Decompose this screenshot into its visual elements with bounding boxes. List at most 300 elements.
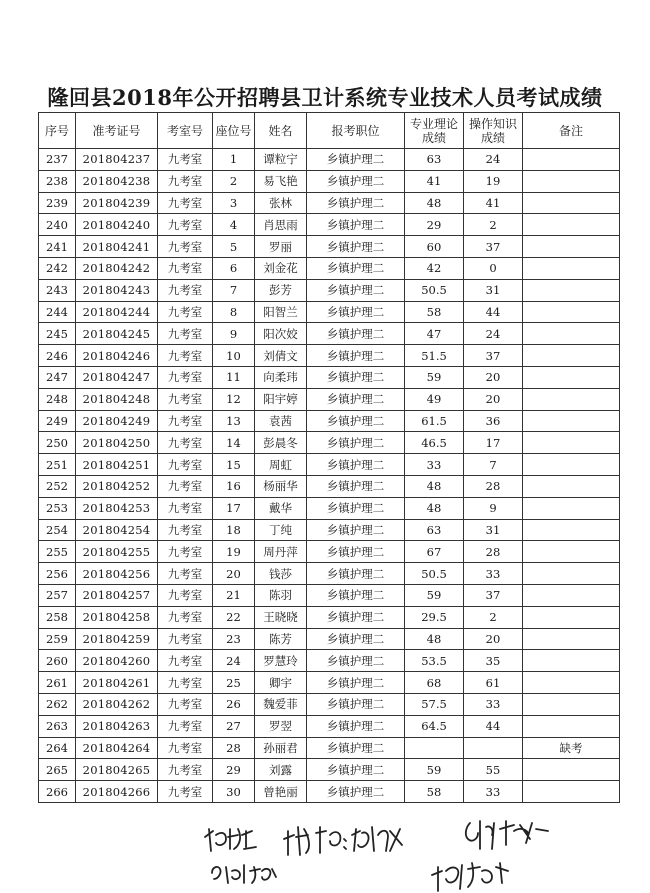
row-position: 乡镇护理二 <box>307 628 405 650</box>
row-room: 九考室 <box>158 475 213 497</box>
row-seq: 260 <box>39 650 76 672</box>
row-seat: 8 <box>213 301 255 323</box>
row-theory-score: 59 <box>405 584 464 606</box>
table-row <box>39 149 620 171</box>
row-name: 卿宇 <box>255 672 307 694</box>
row-practical-score: 33 <box>464 781 523 803</box>
row-ticket: 201804244 <box>76 301 158 323</box>
row-position: 乡镇护理二 <box>307 737 405 759</box>
row-seat: 3 <box>213 192 255 214</box>
table-row <box>39 693 620 715</box>
row-ticket: 201804239 <box>76 192 158 214</box>
table-row <box>39 432 620 454</box>
row-seq: 255 <box>39 541 76 563</box>
row-seat: 5 <box>213 236 255 258</box>
row-theory-score: 59 <box>405 759 464 781</box>
row-note <box>523 563 620 585</box>
row-seq: 238 <box>39 170 76 192</box>
row-room: 九考室 <box>158 672 213 694</box>
row-ticket: 201804266 <box>76 781 158 803</box>
row-name: 杨丽华 <box>255 475 307 497</box>
table-row <box>39 672 620 694</box>
table-header-row <box>39 113 620 149</box>
row-ticket: 201804246 <box>76 345 158 367</box>
row-position: 乡镇护理二 <box>307 345 405 367</box>
row-name: 魏爱菲 <box>255 693 307 715</box>
row-ticket: 201804265 <box>76 759 158 781</box>
row-theory-score: 46.5 <box>405 432 464 454</box>
row-room: 九考室 <box>158 563 213 585</box>
row-practical-score: 19 <box>464 170 523 192</box>
row-seat: 18 <box>213 519 255 541</box>
table-row <box>39 345 620 367</box>
row-room: 九考室 <box>158 497 213 519</box>
row-theory-score: 57.5 <box>405 693 464 715</box>
table-row <box>39 170 620 192</box>
row-seat: 27 <box>213 715 255 737</box>
row-seat: 4 <box>213 214 255 236</box>
row-note <box>523 149 620 171</box>
row-room: 九考室 <box>158 781 213 803</box>
row-practical-score: 0 <box>464 257 523 279</box>
table-row <box>39 497 620 519</box>
row-room: 九考室 <box>158 606 213 628</box>
row-position: 乡镇护理二 <box>307 279 405 301</box>
row-seq: 243 <box>39 279 76 301</box>
row-seq: 251 <box>39 454 76 476</box>
row-theory-score: 63 <box>405 149 464 171</box>
row-seq: 257 <box>39 584 76 606</box>
table-row <box>39 388 620 410</box>
table-row <box>39 519 620 541</box>
row-position: 乡镇护理二 <box>307 454 405 476</box>
row-room: 九考室 <box>158 628 213 650</box>
row-practical-score: 37 <box>464 345 523 367</box>
row-practical-score: 33 <box>464 693 523 715</box>
row-ticket: 201804247 <box>76 366 158 388</box>
row-theory-score: 68 <box>405 672 464 694</box>
row-practical-score: 41 <box>464 192 523 214</box>
row-room: 九考室 <box>158 214 213 236</box>
row-room: 九考室 <box>158 737 213 759</box>
row-seq: 247 <box>39 366 76 388</box>
row-practical-score: 28 <box>464 475 523 497</box>
row-ticket: 201804251 <box>76 454 158 476</box>
row-name: 罗翌 <box>255 715 307 737</box>
row-seat: 30 <box>213 781 255 803</box>
table-row <box>39 214 620 236</box>
table-row <box>39 737 620 759</box>
row-theory-score: 51.5 <box>405 345 464 367</box>
row-note: 缺考 <box>523 737 620 759</box>
row-position: 乡镇护理二 <box>307 781 405 803</box>
row-seq: 250 <box>39 432 76 454</box>
row-room: 九考室 <box>158 366 213 388</box>
header-practical: 操作知识成绩 <box>464 113 523 149</box>
signature-6 <box>432 863 508 891</box>
row-practical-score: 9 <box>464 497 523 519</box>
row-seq: 263 <box>39 715 76 737</box>
table-row <box>39 628 620 650</box>
row-seat: 2 <box>213 170 255 192</box>
row-room: 九考室 <box>158 454 213 476</box>
row-note <box>523 410 620 432</box>
row-theory-score: 49 <box>405 388 464 410</box>
row-theory-score: 29.5 <box>405 606 464 628</box>
row-note <box>523 214 620 236</box>
table-row <box>39 257 620 279</box>
row-note <box>523 192 620 214</box>
row-position: 乡镇护理二 <box>307 650 405 672</box>
row-ticket: 201804241 <box>76 236 158 258</box>
table-row <box>39 541 620 563</box>
row-theory-score: 50.5 <box>405 279 464 301</box>
row-ticket: 201804264 <box>76 737 158 759</box>
row-ticket: 201804254 <box>76 519 158 541</box>
row-practical-score: 55 <box>464 759 523 781</box>
row-room: 九考室 <box>158 236 213 258</box>
signature-4 <box>466 821 548 849</box>
table-row <box>39 475 620 497</box>
row-room: 九考室 <box>158 650 213 672</box>
row-note <box>523 170 620 192</box>
row-theory-score: 53.5 <box>405 650 464 672</box>
row-theory-score: 48 <box>405 192 464 214</box>
row-seat: 6 <box>213 257 255 279</box>
row-practical-score: 24 <box>464 323 523 345</box>
row-room: 九考室 <box>158 388 213 410</box>
row-room: 九考室 <box>158 301 213 323</box>
row-ticket: 201804255 <box>76 541 158 563</box>
table-row <box>39 715 620 737</box>
row-note <box>523 781 620 803</box>
row-ticket: 201804238 <box>76 170 158 192</box>
row-position: 乡镇护理二 <box>307 497 405 519</box>
row-practical-score: 20 <box>464 366 523 388</box>
row-note <box>523 759 620 781</box>
row-seq: 261 <box>39 672 76 694</box>
row-theory-score: 29 <box>405 214 464 236</box>
row-ticket: 201804237 <box>76 149 158 171</box>
row-seq: 249 <box>39 410 76 432</box>
row-position: 乡镇护理二 <box>307 149 405 171</box>
table-row <box>39 301 620 323</box>
row-theory-score: 42 <box>405 257 464 279</box>
row-name: 王晓晓 <box>255 606 307 628</box>
row-room: 九考室 <box>158 519 213 541</box>
row-name: 袁茜 <box>255 410 307 432</box>
row-ticket: 201804263 <box>76 715 158 737</box>
row-ticket: 201804252 <box>76 475 158 497</box>
row-name: 阳宇婷 <box>255 388 307 410</box>
row-position: 乡镇护理二 <box>307 323 405 345</box>
row-name: 张林 <box>255 192 307 214</box>
row-note <box>523 497 620 519</box>
row-name: 陈羽 <box>255 584 307 606</box>
row-practical-score <box>464 737 523 759</box>
row-room: 九考室 <box>158 345 213 367</box>
row-ticket: 201804243 <box>76 279 158 301</box>
row-seq: 264 <box>39 737 76 759</box>
row-seat: 11 <box>213 366 255 388</box>
row-room: 九考室 <box>158 693 213 715</box>
row-practical-score: 17 <box>464 432 523 454</box>
header-note: 备注 <box>523 113 620 149</box>
row-seq: 241 <box>39 236 76 258</box>
row-room: 九考室 <box>158 170 213 192</box>
row-name: 陈芳 <box>255 628 307 650</box>
row-note <box>523 650 620 672</box>
row-theory-score: 58 <box>405 781 464 803</box>
row-ticket: 201804242 <box>76 257 158 279</box>
row-note <box>523 454 620 476</box>
header-theory: 专业理论成绩 <box>405 113 464 149</box>
handwritten-signatures <box>0 815 650 893</box>
row-position: 乡镇护理二 <box>307 257 405 279</box>
row-room: 九考室 <box>158 541 213 563</box>
row-name: 曾艳丽 <box>255 781 307 803</box>
row-name: 肖思雨 <box>255 214 307 236</box>
row-position: 乡镇护理二 <box>307 563 405 585</box>
row-note <box>523 541 620 563</box>
row-seq: 254 <box>39 519 76 541</box>
row-position: 乡镇护理二 <box>307 192 405 214</box>
row-position: 乡镇护理二 <box>307 541 405 563</box>
row-name: 谭粒宁 <box>255 149 307 171</box>
header-ticket: 准考证号 <box>76 113 158 149</box>
row-position: 乡镇护理二 <box>307 606 405 628</box>
row-practical-score: 31 <box>464 519 523 541</box>
row-position: 乡镇护理二 <box>307 715 405 737</box>
row-theory-score: 48 <box>405 475 464 497</box>
row-name: 彭晨冬 <box>255 432 307 454</box>
row-position: 乡镇护理二 <box>307 693 405 715</box>
row-note <box>523 323 620 345</box>
row-name: 刘金花 <box>255 257 307 279</box>
row-ticket: 201804261 <box>76 672 158 694</box>
row-room: 九考室 <box>158 279 213 301</box>
row-practical-score: 36 <box>464 410 523 432</box>
row-ticket: 201804262 <box>76 693 158 715</box>
row-seq: 256 <box>39 563 76 585</box>
header-room: 考室号 <box>158 113 213 149</box>
table-row <box>39 606 620 628</box>
row-seq: 246 <box>39 345 76 367</box>
row-position: 乡镇护理二 <box>307 672 405 694</box>
row-seat: 12 <box>213 388 255 410</box>
row-seq: 253 <box>39 497 76 519</box>
row-practical-score: 33 <box>464 563 523 585</box>
row-name: 刘倩文 <box>255 345 307 367</box>
row-seq: 259 <box>39 628 76 650</box>
row-seq: 252 <box>39 475 76 497</box>
row-seat: 7 <box>213 279 255 301</box>
row-room: 九考室 <box>158 257 213 279</box>
header-seq: 序号 <box>39 113 76 149</box>
row-practical-score: 20 <box>464 628 523 650</box>
row-seq: 245 <box>39 323 76 345</box>
table-row <box>39 323 620 345</box>
row-note <box>523 236 620 258</box>
row-practical-score: 24 <box>464 149 523 171</box>
header-position: 报考职位 <box>307 113 405 149</box>
row-theory-score: 33 <box>405 454 464 476</box>
row-note <box>523 366 620 388</box>
row-theory-score: 63 <box>405 519 464 541</box>
table-row <box>39 584 620 606</box>
row-seat: 1 <box>213 149 255 171</box>
row-room: 九考室 <box>158 410 213 432</box>
row-note <box>523 584 620 606</box>
row-ticket: 201804245 <box>76 323 158 345</box>
row-seq: 239 <box>39 192 76 214</box>
row-room: 九考室 <box>158 715 213 737</box>
row-room: 九考室 <box>158 149 213 171</box>
row-name: 阳次姣 <box>255 323 307 345</box>
row-ticket: 201804249 <box>76 410 158 432</box>
row-note <box>523 628 620 650</box>
row-position: 乡镇护理二 <box>307 475 405 497</box>
row-position: 乡镇护理二 <box>307 584 405 606</box>
signature-3 <box>352 827 402 851</box>
header-seat: 座位号 <box>213 113 255 149</box>
row-note <box>523 257 620 279</box>
row-seat: 16 <box>213 475 255 497</box>
row-name: 向柔玮 <box>255 366 307 388</box>
row-theory-score: 47 <box>405 323 464 345</box>
row-note <box>523 345 620 367</box>
row-position: 乡镇护理二 <box>307 388 405 410</box>
row-seq: 248 <box>39 388 76 410</box>
row-theory-score: 50.5 <box>405 563 464 585</box>
row-name: 周虹 <box>255 454 307 476</box>
row-seq: 237 <box>39 149 76 171</box>
row-name: 周丹萍 <box>255 541 307 563</box>
row-note <box>523 672 620 694</box>
table-row <box>39 781 620 803</box>
row-seq: 265 <box>39 759 76 781</box>
row-practical-score: 7 <box>464 454 523 476</box>
score-table <box>38 112 620 803</box>
row-position: 乡镇护理二 <box>307 236 405 258</box>
row-seat: 15 <box>213 454 255 476</box>
row-theory-score: 48 <box>405 628 464 650</box>
row-theory-score: 61.5 <box>405 410 464 432</box>
row-room: 九考室 <box>158 759 213 781</box>
row-seat: 21 <box>213 584 255 606</box>
row-seq: 258 <box>39 606 76 628</box>
row-name: 易飞艳 <box>255 170 307 192</box>
row-practical-score: 31 <box>464 279 523 301</box>
row-seat: 14 <box>213 432 255 454</box>
table-row <box>39 650 620 672</box>
row-name: 彭芳 <box>255 279 307 301</box>
row-practical-score: 44 <box>464 715 523 737</box>
row-note <box>523 519 620 541</box>
row-name: 丁纯 <box>255 519 307 541</box>
row-position: 乡镇护理二 <box>307 214 405 236</box>
table-row <box>39 236 620 258</box>
row-practical-score: 20 <box>464 388 523 410</box>
row-note <box>523 279 620 301</box>
row-theory-score: 67 <box>405 541 464 563</box>
row-ticket: 201804259 <box>76 628 158 650</box>
row-seq: 240 <box>39 214 76 236</box>
row-ticket: 201804240 <box>76 214 158 236</box>
signature-2 <box>284 827 346 855</box>
row-position: 乡镇护理二 <box>307 366 405 388</box>
row-note <box>523 475 620 497</box>
row-seat: 28 <box>213 737 255 759</box>
table-row <box>39 454 620 476</box>
row-seq: 242 <box>39 257 76 279</box>
table-row <box>39 279 620 301</box>
row-note <box>523 715 620 737</box>
row-theory-score: 64.5 <box>405 715 464 737</box>
row-practical-score: 28 <box>464 541 523 563</box>
row-theory-score: 58 <box>405 301 464 323</box>
row-practical-score: 61 <box>464 672 523 694</box>
table-row <box>39 563 620 585</box>
row-position: 乡镇护理二 <box>307 432 405 454</box>
row-room: 九考室 <box>158 432 213 454</box>
table-row <box>39 410 620 432</box>
row-seat: 20 <box>213 563 255 585</box>
row-theory-score: 48 <box>405 497 464 519</box>
row-practical-score: 37 <box>464 236 523 258</box>
row-note <box>523 301 620 323</box>
row-position: 乡镇护理二 <box>307 301 405 323</box>
row-seat: 23 <box>213 628 255 650</box>
row-note <box>523 432 620 454</box>
row-theory-score: 60 <box>405 236 464 258</box>
row-ticket: 201804248 <box>76 388 158 410</box>
row-theory-score <box>405 737 464 759</box>
page-title: 隆回县2018年公开招聘县卫计系统专业技术人员考试成绩 <box>47 85 603 110</box>
row-theory-score: 41 <box>405 170 464 192</box>
signature-area <box>0 815 650 893</box>
row-practical-score: 35 <box>464 650 523 672</box>
row-room: 九考室 <box>158 192 213 214</box>
row-room: 九考室 <box>158 323 213 345</box>
header-name: 姓名 <box>255 113 307 149</box>
row-seat: 13 <box>213 410 255 432</box>
row-seat: 17 <box>213 497 255 519</box>
row-name: 罗丽 <box>255 236 307 258</box>
row-position: 乡镇护理二 <box>307 410 405 432</box>
row-seat: 26 <box>213 693 255 715</box>
row-position: 乡镇护理二 <box>307 519 405 541</box>
row-name: 阳智兰 <box>255 301 307 323</box>
row-seat: 22 <box>213 606 255 628</box>
row-ticket: 201804250 <box>76 432 158 454</box>
row-position: 乡镇护理二 <box>307 759 405 781</box>
row-theory-score: 59 <box>405 366 464 388</box>
row-seat: 9 <box>213 323 255 345</box>
score-table-body <box>39 149 620 803</box>
row-seat: 24 <box>213 650 255 672</box>
row-ticket: 201804256 <box>76 563 158 585</box>
row-name: 戴华 <box>255 497 307 519</box>
row-seat: 10 <box>213 345 255 367</box>
row-position: 乡镇护理二 <box>307 170 405 192</box>
table-row <box>39 366 620 388</box>
row-note <box>523 693 620 715</box>
row-practical-score: 2 <box>464 606 523 628</box>
row-name: 刘露 <box>255 759 307 781</box>
row-seat: 19 <box>213 541 255 563</box>
row-practical-score: 37 <box>464 584 523 606</box>
